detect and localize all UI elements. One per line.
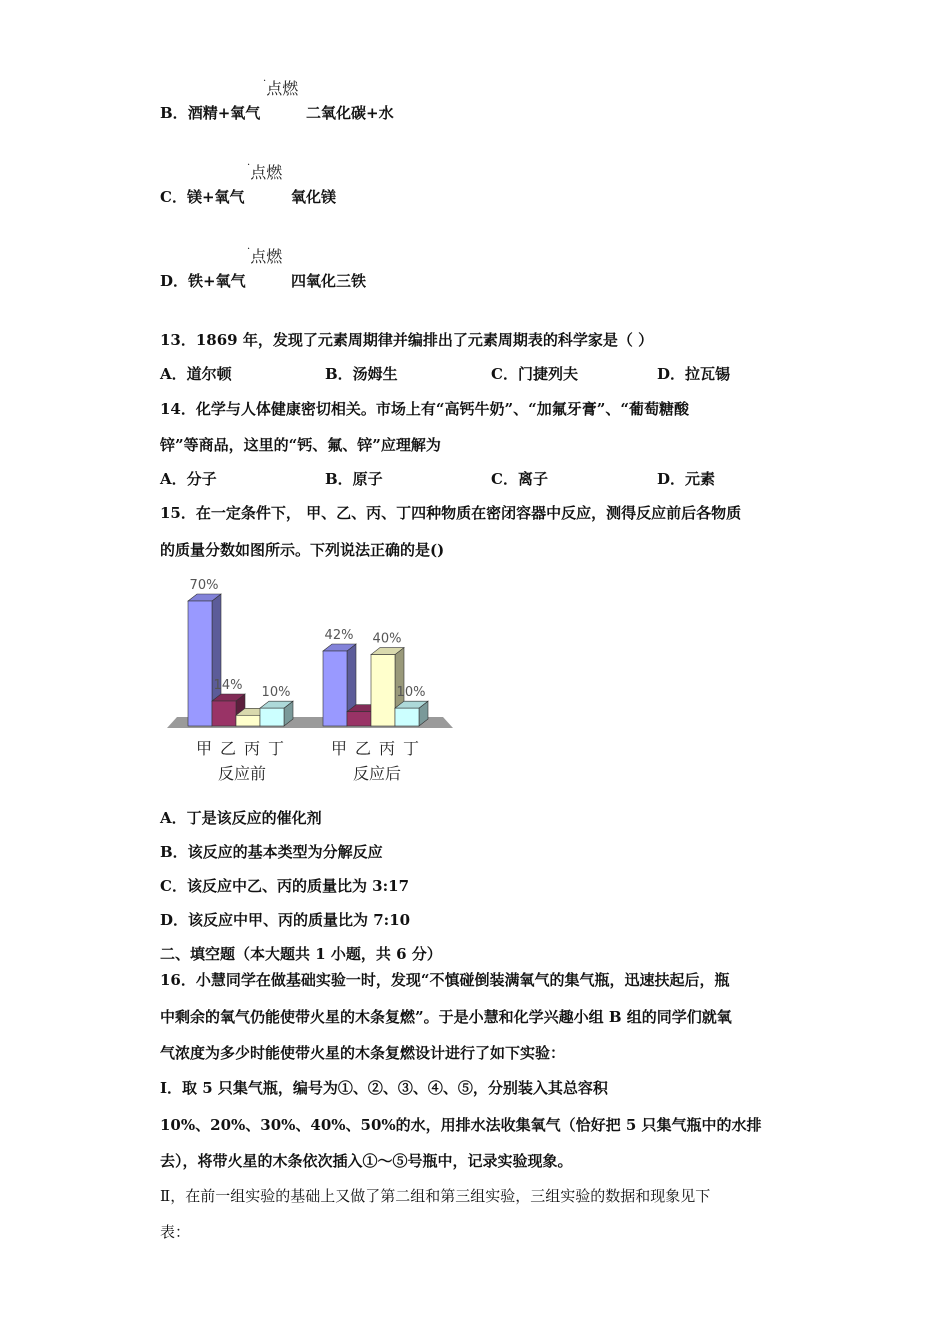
q13-option-a: A．道尔顿 <box>160 365 232 383</box>
q16-step1-line3: 去），将带火星的木条依次插入①～⑤号瓶中，记录实验现象。 <box>160 1152 573 1170</box>
q16-step1-line1: I．取 5 只集气瓶，编号为①、②、③、④、⑤，分别装入其总容积 <box>160 1079 608 1097</box>
value-label-反应后-丙: 40% <box>372 631 402 647</box>
value-label-反应前-乙: 14% <box>213 678 243 693</box>
q12-d-condition: ·点燃 <box>247 244 283 266</box>
group-label-0: 反应前 <box>217 764 267 783</box>
category-label-反应前-丁: 丁 <box>267 739 285 758</box>
q13-option-c: C．门捷列夫 <box>491 365 578 383</box>
value-label-反应后-丁: 10% <box>396 685 426 701</box>
q15-option-d: D．该反应中甲、丙的质量比为 7:10 <box>160 911 411 929</box>
value-label-反应前-甲: 70% <box>189 578 219 593</box>
q14-option-c: C．离子 <box>491 470 548 488</box>
q15-option-c: C．该反应中乙、丙的质量比为 3:17 <box>160 877 410 895</box>
value-label-反应前-丁: 10% <box>261 685 291 701</box>
q12-c-condition: ·点燃 <box>247 160 283 182</box>
category-label-反应后-丁: 丁 <box>402 739 420 758</box>
q12-option-d: D．铁+氧气 <box>160 272 246 290</box>
q14-option-b: B．原子 <box>325 470 383 488</box>
bar-反应后-丁 <box>395 701 428 726</box>
q12-option-c: C．镁+氧气 <box>160 188 245 206</box>
q15-option-a: A．丁是该反应的催化剂 <box>160 809 322 827</box>
q14-option-a: A．分子 <box>160 470 217 488</box>
q16-step2-line2: 表： <box>160 1223 191 1241</box>
q14-stem-line1: 14．化学与人体健康密切相关。市场上有“高钙牛奶”、“加氟牙膏”、“葡萄糖酸 <box>160 400 690 418</box>
bar-反应前-丁 <box>260 701 293 726</box>
q13-option-b: B．汤姆生 <box>325 365 398 383</box>
mass-fraction-bar-chart <box>155 570 465 790</box>
q14-stem-line2: 锌”等商品，这里的“钙、氟、锌”应理解为 <box>160 436 441 454</box>
category-label-反应后-丙: 丙 <box>378 739 396 758</box>
q16-line3: 气浓度为多少时能使带火星的木条复燃设计进行了如下实验： <box>160 1044 566 1062</box>
category-label-反应前-丙: 丙 <box>243 739 261 758</box>
category-label-反应前-乙: 乙 <box>219 739 237 758</box>
value-label-反应后-甲: 42% <box>324 628 354 643</box>
category-label-反应前-甲: 甲 <box>195 739 213 758</box>
q13-option-d: D．拉瓦锡 <box>657 365 731 383</box>
q12-b-condition: ·点燃 <box>263 76 299 98</box>
q14-option-d: D．元素 <box>657 470 716 488</box>
category-label-反应后-乙: 乙 <box>354 739 372 758</box>
q12-option-d-products: 四氧化三铁 <box>291 272 367 290</box>
q16-line2: 中剩余的氧气仍能使带火星的木条复燃”。于是小慧和化学兴趣小组 B 组的同学们就氧 <box>160 1008 732 1026</box>
q16-step1-line2: 10%、20%、30%、40%、50%的水，用排水法收集氧气（恰好把 5 只集气瓶中的水排 <box>160 1116 762 1134</box>
q15-stem-line1: 15．在一定条件下， 甲、乙、丙、丁四种物质在密闭容器中反应，测得反应前后各物质 <box>160 504 742 522</box>
group-label-1: 反应后 <box>352 764 402 783</box>
q16-line1: 16．小慧同学在做基础实验一时，发现“不慎碰倒装满氧气的集气瓶，迅速扶起后，瓶 <box>160 971 730 989</box>
q13-stem: 13．1869 年，发现了元素周期律并编排出了元素周期表的科学家是（ ） <box>160 331 654 349</box>
q12-option-b-products: 二氧化碳+水 <box>306 104 394 122</box>
q15-stem-line2: 的质量分数如图所示。下列说法正确的是() <box>160 541 445 559</box>
q16-step2-line1: Ⅱ，在前一组实验的基础上又做了第二组和第三组实验，三组实验的数据和现象见下 <box>160 1187 711 1205</box>
q12-option-c-products: 氧化镁 <box>291 188 337 206</box>
category-label-反应后-甲: 甲 <box>330 739 348 758</box>
q15-option-b: B．该反应的基本类型为分解反应 <box>160 843 383 861</box>
section2-title: 二、填空题（本大题共 1 小题，共 6 分） <box>160 945 442 963</box>
q12-option-b: B．酒精+氧气 <box>160 104 261 122</box>
